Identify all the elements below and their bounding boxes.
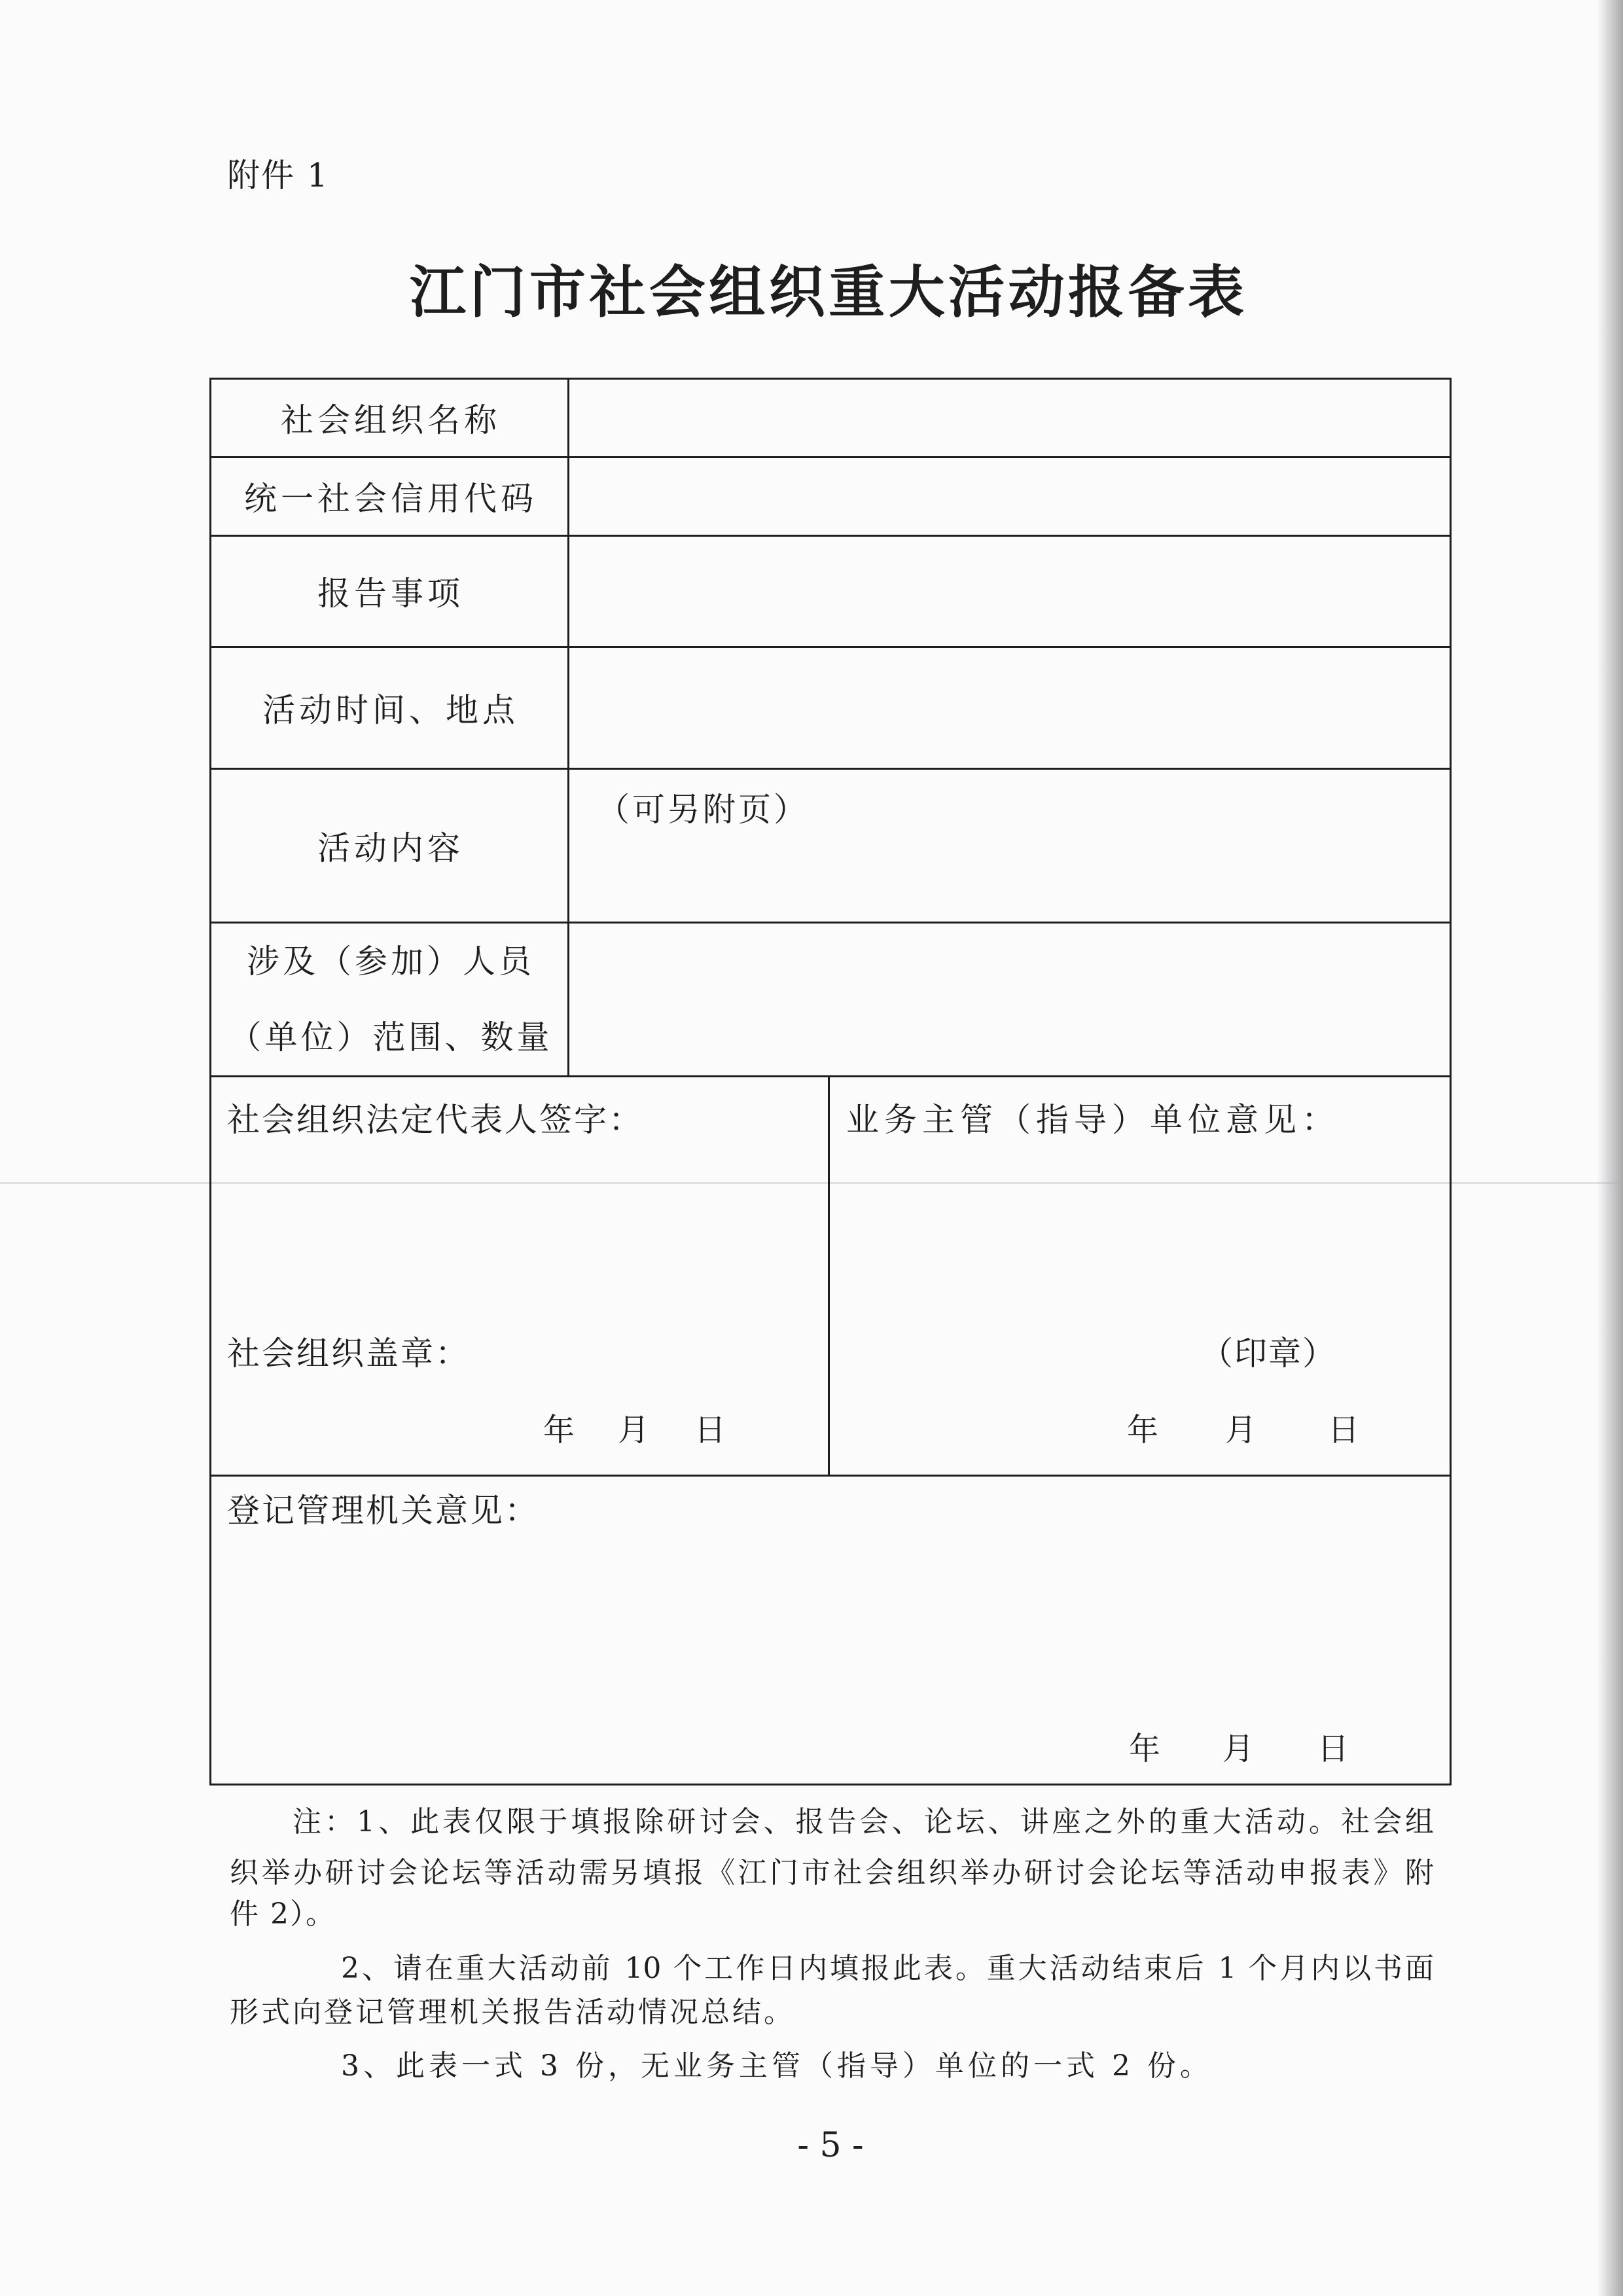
date-day-label: 日 xyxy=(1317,1731,1349,1767)
date-year-label: 年 xyxy=(543,1412,575,1448)
supervisor-opinion-label: 业务主管（指导）单位意见： xyxy=(846,1101,1340,1139)
date-day-label: 日 xyxy=(694,1412,726,1448)
legal-rep-signature-label: 社会组织法定代表人签字： xyxy=(227,1101,643,1139)
date-month-label: 月 xyxy=(1222,1731,1255,1767)
time-place-label: 活动时间、地点 xyxy=(262,691,519,729)
page-number: - 5 - xyxy=(797,2126,864,2165)
participants-value-cell xyxy=(568,922,1452,1076)
report-matter-label: 报告事项 xyxy=(317,575,464,613)
date-year-label: 年 xyxy=(1127,1412,1159,1448)
supervisor-opinion-cell xyxy=(829,1076,1452,1475)
org-seal-label: 社会组织盖章： xyxy=(227,1335,470,1372)
note-line: 形式向登记管理机关报告活动情况总结。 xyxy=(230,1996,795,2029)
credit-code-label: 统一社会信用代码 xyxy=(244,480,537,518)
org-name-value-cell xyxy=(568,378,1452,457)
participants-label-line: 涉及（参加）人员 xyxy=(247,942,535,980)
activity-content-value-cell xyxy=(568,768,1452,922)
credit-code-value-cell xyxy=(568,457,1452,535)
note-line: 织举办研讨会论坛等活动需另填报《江门市社会组织举办研讨会论坛等活动申报表》附 xyxy=(230,1856,1434,1890)
participants-label xyxy=(209,922,568,1076)
note-line: 注：1、此表仅限于填报除研讨会、报告会、论坛、讲座之外的重大活动。社会组 xyxy=(293,1805,1434,1839)
attachment-label: 附件 1 xyxy=(227,156,329,194)
note-line: 件 2）。 xyxy=(230,1897,336,1931)
note-line: 2、请在重大活动前 10 个工作日内填报此表。重大活动结束后 1 个月内以书面 xyxy=(341,1952,1434,1985)
filing-form-table xyxy=(209,378,1452,1785)
participants-label-line: （单位）范围、数量 xyxy=(228,1018,553,1056)
registration-opinion-cell xyxy=(209,1475,1452,1785)
org-name-label: 社会组织名称 xyxy=(281,401,501,439)
scan-edge-shadow xyxy=(1597,0,1623,2296)
activity-content-label: 活动内容 xyxy=(317,829,464,867)
sponsor-signature-cell xyxy=(209,1076,829,1475)
attach-pages-hint: （可另附页） xyxy=(597,791,809,829)
time-place-value-cell xyxy=(568,647,1452,768)
document-title: 江门市社会组织重大活动报备表 xyxy=(410,259,1244,325)
official-seal-label: （印章） xyxy=(1200,1335,1336,1372)
registration-opinion-label: 登记管理机关意见： xyxy=(227,1492,539,1530)
date-year-label: 年 xyxy=(1129,1731,1161,1767)
report-matter-value-cell xyxy=(568,535,1452,647)
date-month-label: 月 xyxy=(618,1412,650,1448)
note-line: 3、此表一式 3 份，无业务主管（指导）单位的一式 2 份。 xyxy=(341,2049,1213,2083)
date-month-label: 月 xyxy=(1225,1412,1257,1448)
date-day-label: 日 xyxy=(1328,1412,1360,1448)
